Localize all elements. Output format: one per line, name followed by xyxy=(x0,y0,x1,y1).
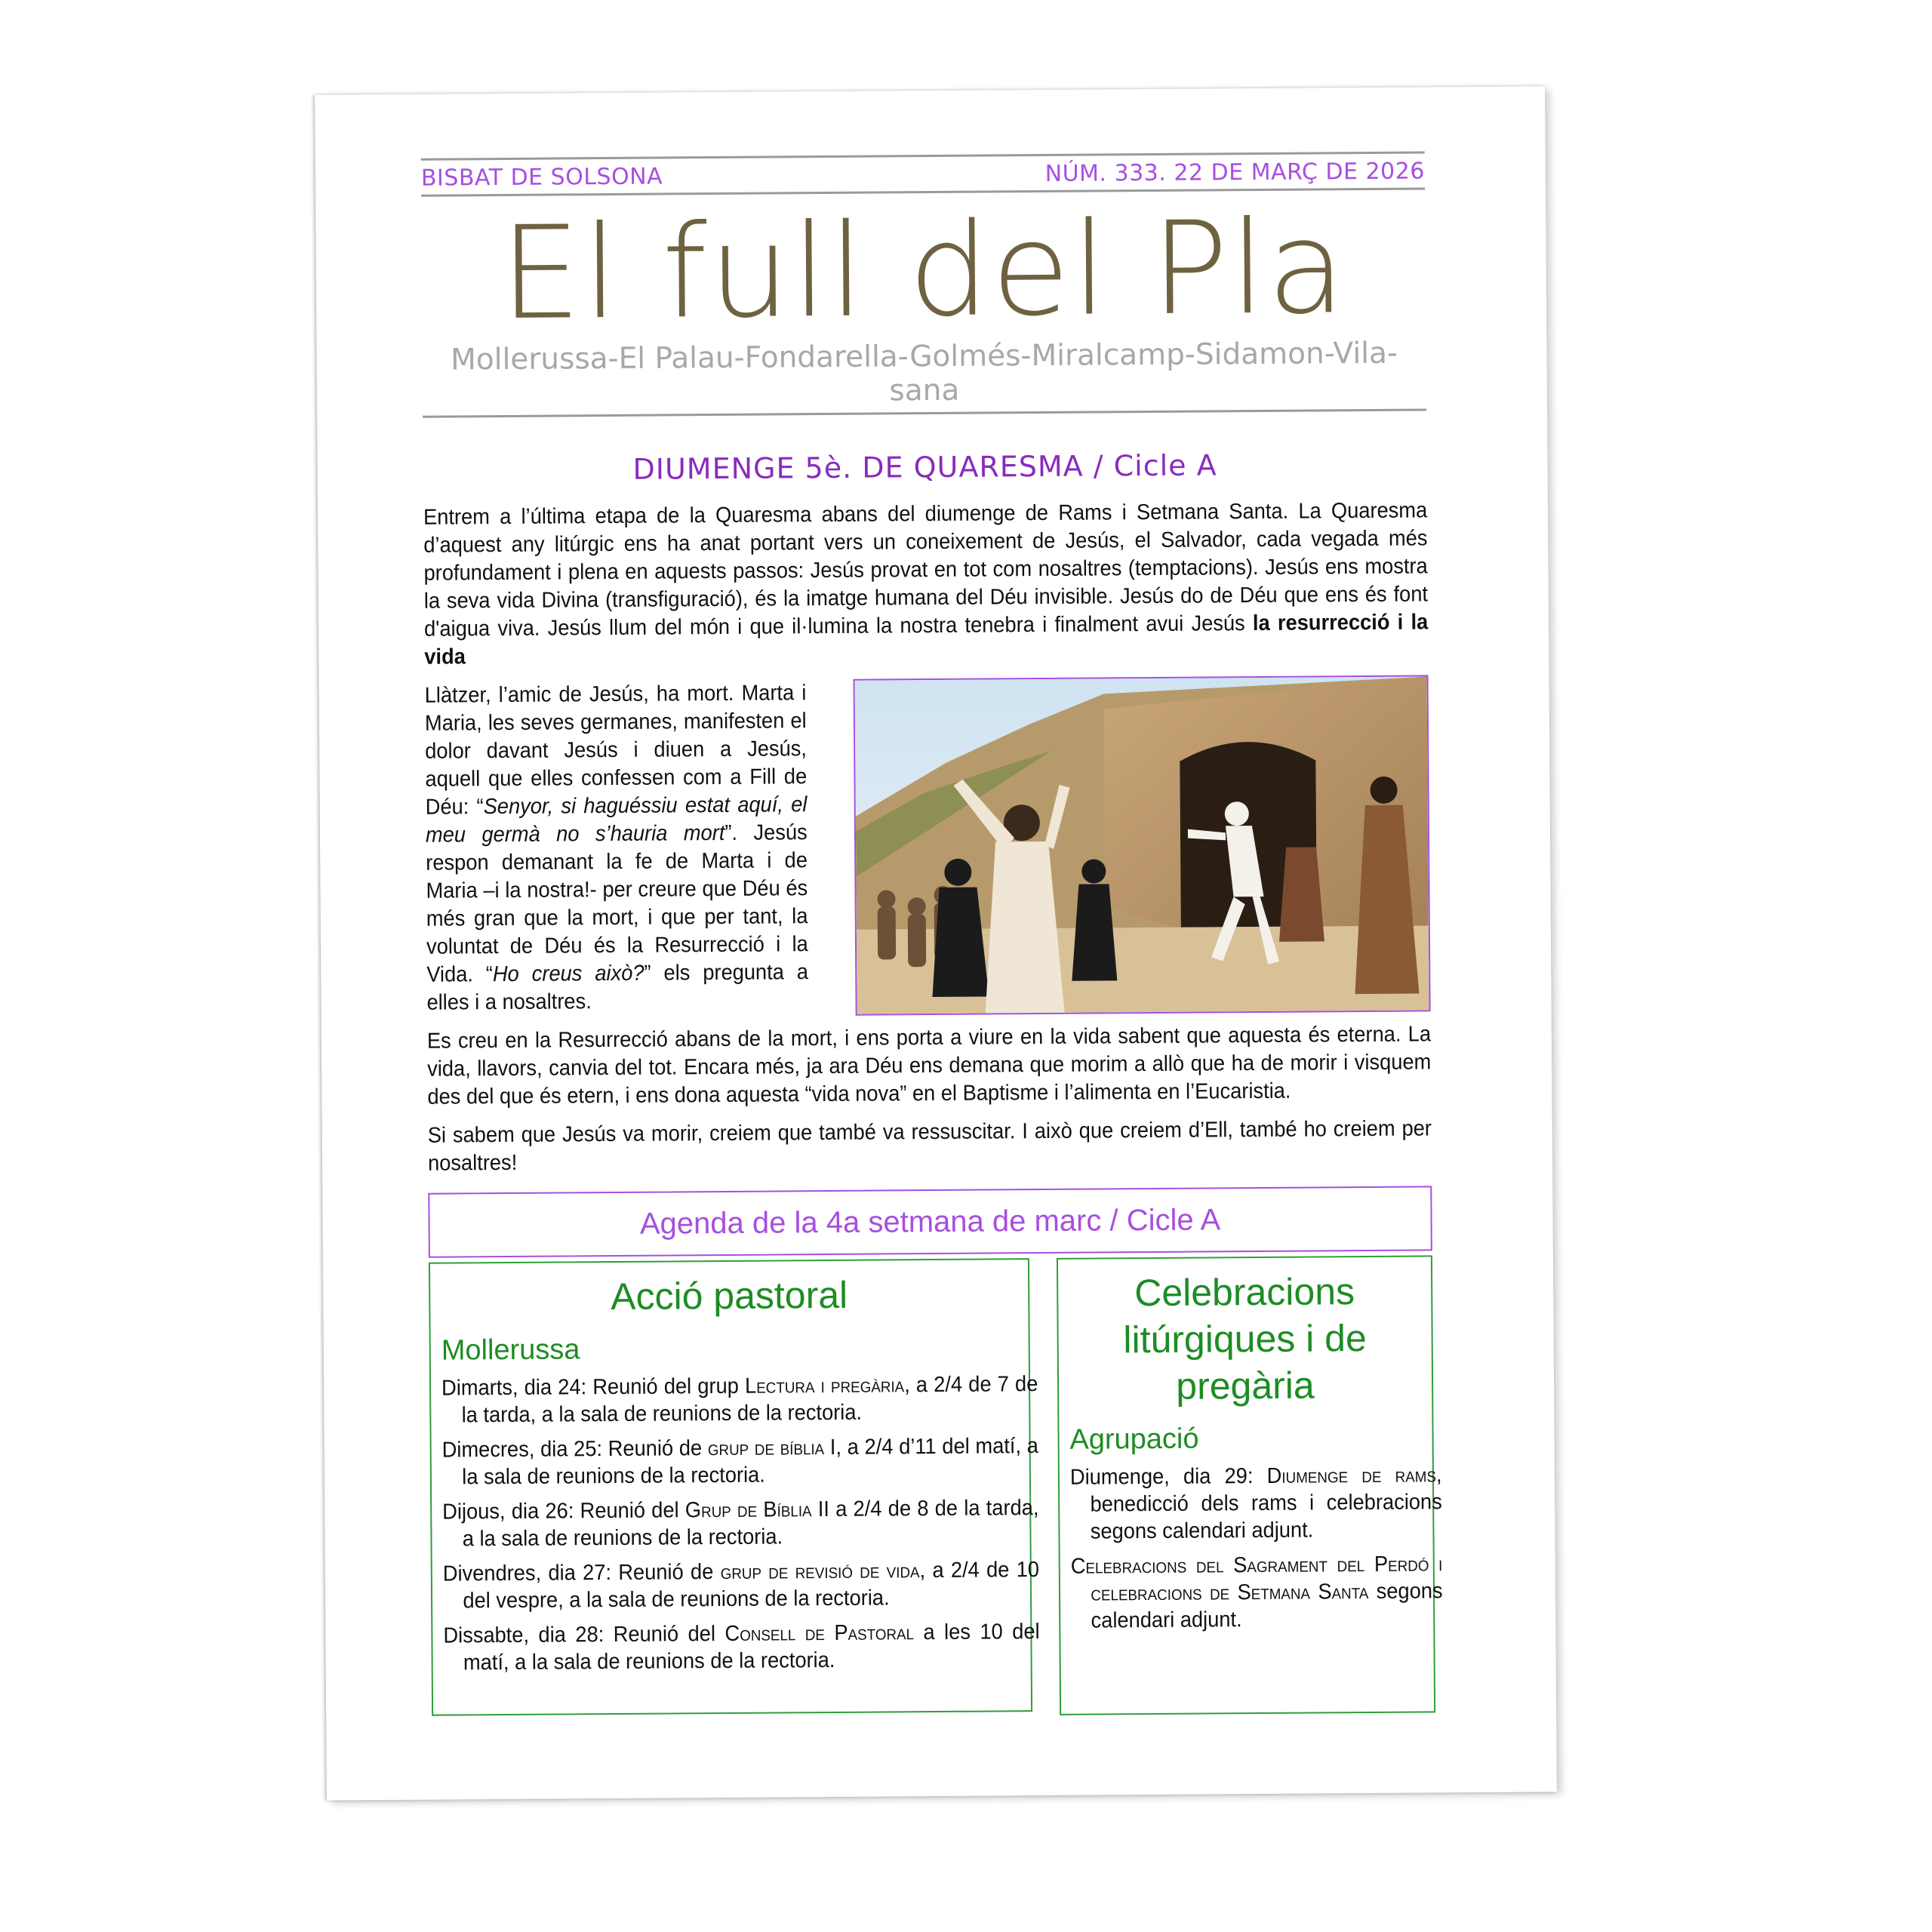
towns-subtitle: Mollerussa-El Palau-Fondarella-Golmés-Miralcamp-Sidamon-Vila-sana xyxy=(450,336,1398,408)
entry-text: Dissabte, dia 28: Reunió del xyxy=(443,1621,725,1648)
article-paragraphs xyxy=(425,675,1432,1177)
agenda-entry xyxy=(443,1556,1040,1615)
entry-group-name: Consell de Pastoral xyxy=(724,1620,915,1646)
entry-text: Divendres, dia 27: Reunió de xyxy=(442,1560,721,1586)
entry-text: a les 10 del matí, a la sala de reunions de la rectoria. xyxy=(463,1620,1040,1675)
issue-label: NÚM. 333. 22 DE MARÇ DE 2026 xyxy=(1044,158,1425,187)
liturgy-place: Agrupació xyxy=(1069,1423,1199,1456)
agenda-title: Agenda de la 4a setmana de marc / Cicle A xyxy=(639,1202,1221,1241)
agenda-boxes xyxy=(429,1255,1443,1719)
entry-group-name: grup de revisió de vida xyxy=(720,1558,920,1585)
paragraph-conclusion: Si sabem que Jesús va morir, creiem que també va ressuscitar. I això que creiem d’Ell, també ho creiem per nosaltres! xyxy=(427,1116,1432,1176)
pastoral-place: Mollerussa xyxy=(441,1334,580,1367)
entry-text: II a 2/4 de 8 de la tarda, a la sala de reunions de la rectoria. xyxy=(462,1496,1039,1552)
agenda-entry xyxy=(441,1371,1038,1429)
agenda-entry xyxy=(442,1494,1039,1553)
entry-event-name: Celebracions del Sagrament del Perdó i celebracions de Setmana Santa xyxy=(1070,1552,1443,1606)
liturgy-box xyxy=(1057,1255,1443,1715)
entry-group-name: grup de bíblia xyxy=(707,1435,825,1461)
pastoral-box xyxy=(429,1258,1040,1716)
intro-text: Entrem a l’última etapa de la Quaresma abans del diumenge de Rams i Setmana Santa. La Quaresma d’aquest any litúrgic ens ha anat portant vers un coneixement de Jesús, el Salvador, cada vegada més profundament i plena en aquests passos: Jesús provat en tot com nosaltres (temptacions). Jesús ens mostra la seva vida Divina (transfiguració), és la imatge humana del Déu invisible. Jesús do de Déu que ens és font d'aigua viva. Jesús llum del món i que il·lumina la nostra tenebra i finalment avui Jesús xyxy=(423,498,1429,641)
paragraph-resurrection: Es creu en la Resurrecció abans de la mort, i ens porta a viure en la vida sabent que aquesta és eterna. La vida, llavors, canvia del tot. Encara més, ja ara Déu ens demana que morim a allò que ha de morir i visquem des del que és etern, i ens dona aquesta “vida nova” en el Baptisme i l’alimenta en l’Eucaristia. xyxy=(426,1022,1432,1109)
agenda-entry xyxy=(442,1432,1039,1491)
entry-text: Dimecres, dia 25: Reunió de xyxy=(441,1436,708,1463)
newsletter-page xyxy=(315,86,1557,1800)
entry-text: segons calendari adjunt. xyxy=(1091,1579,1443,1633)
p2-text-c: ” els pregunta a elles i a nosaltres. xyxy=(426,960,809,1015)
liturgy-title: Celebracions litúrgiques i de pregària xyxy=(1123,1270,1367,1407)
pastoral-title: Acció pastoral xyxy=(610,1273,848,1318)
article-body xyxy=(425,675,1432,1177)
entry-event-name: Diumenge de rams xyxy=(1266,1463,1436,1488)
intro-bold: la resurrecció i la vida xyxy=(424,610,1429,669)
page-content xyxy=(420,151,1443,1719)
entry-text: , a 2/4 de 7 de la tarda, a la sala de reunions de la rectoria. xyxy=(461,1372,1038,1428)
entry-text: , a 2/4 de 10 del vespre, a la sala de reunions de la rectoria. xyxy=(463,1558,1040,1614)
p2-quote-2: Ho creus això? xyxy=(492,961,645,987)
entry-group-name: Grup de Bíblia xyxy=(685,1497,812,1523)
paragraph-lazarus xyxy=(425,675,1431,1017)
entry-text: Diumenge, dia 29: xyxy=(1069,1463,1267,1490)
article-intro xyxy=(423,497,1429,671)
agenda-entry xyxy=(1070,1550,1442,1634)
agenda-entry xyxy=(443,1618,1040,1677)
article-title: DIUMENGE 5è. DE QUARESMA / Cicle A xyxy=(632,448,1217,486)
masthead-title: El full del Pla xyxy=(499,193,1348,349)
agenda-entry xyxy=(1070,1461,1442,1545)
entry-text: Dijous, dia 26: Reunió del xyxy=(442,1498,685,1524)
bishopric-label: BISBAT DE SOLSONA xyxy=(420,163,663,192)
p2-quote-1: Senyor, si haguéssiu estat aquí, el meu germà no s’hauria mort xyxy=(425,792,808,848)
entry-text: I, a 2/4 d’11 del matí, a la sala de reunions de la rectoria. xyxy=(462,1434,1038,1490)
p2-text-a: Llàtzer, l’amic de Jesús, ha mort. Marta i Maria, les seves germanes, manifesten el dolor davant Jesús i diuen a Jesús, aquell que elles confessen com a Fill de Déu: “ xyxy=(424,681,808,820)
entry-group-name: Lectura i pregària xyxy=(744,1373,905,1398)
entry-text: , benedicció dels rams i celebracions segons calendari adjunt. xyxy=(1090,1463,1442,1544)
agenda-header xyxy=(428,1186,1432,1257)
entry-text: Dimarts, dia 24: Reunió del grup xyxy=(441,1374,746,1401)
p2-text-b: ”. Jesús respon demanant la fe de Marta i de Maria –i la nostra!- per creure que Déu és més gran que la mort, i que per tant, la voluntat de Déu és la Resurrecció i la Vida. “ xyxy=(426,820,808,987)
